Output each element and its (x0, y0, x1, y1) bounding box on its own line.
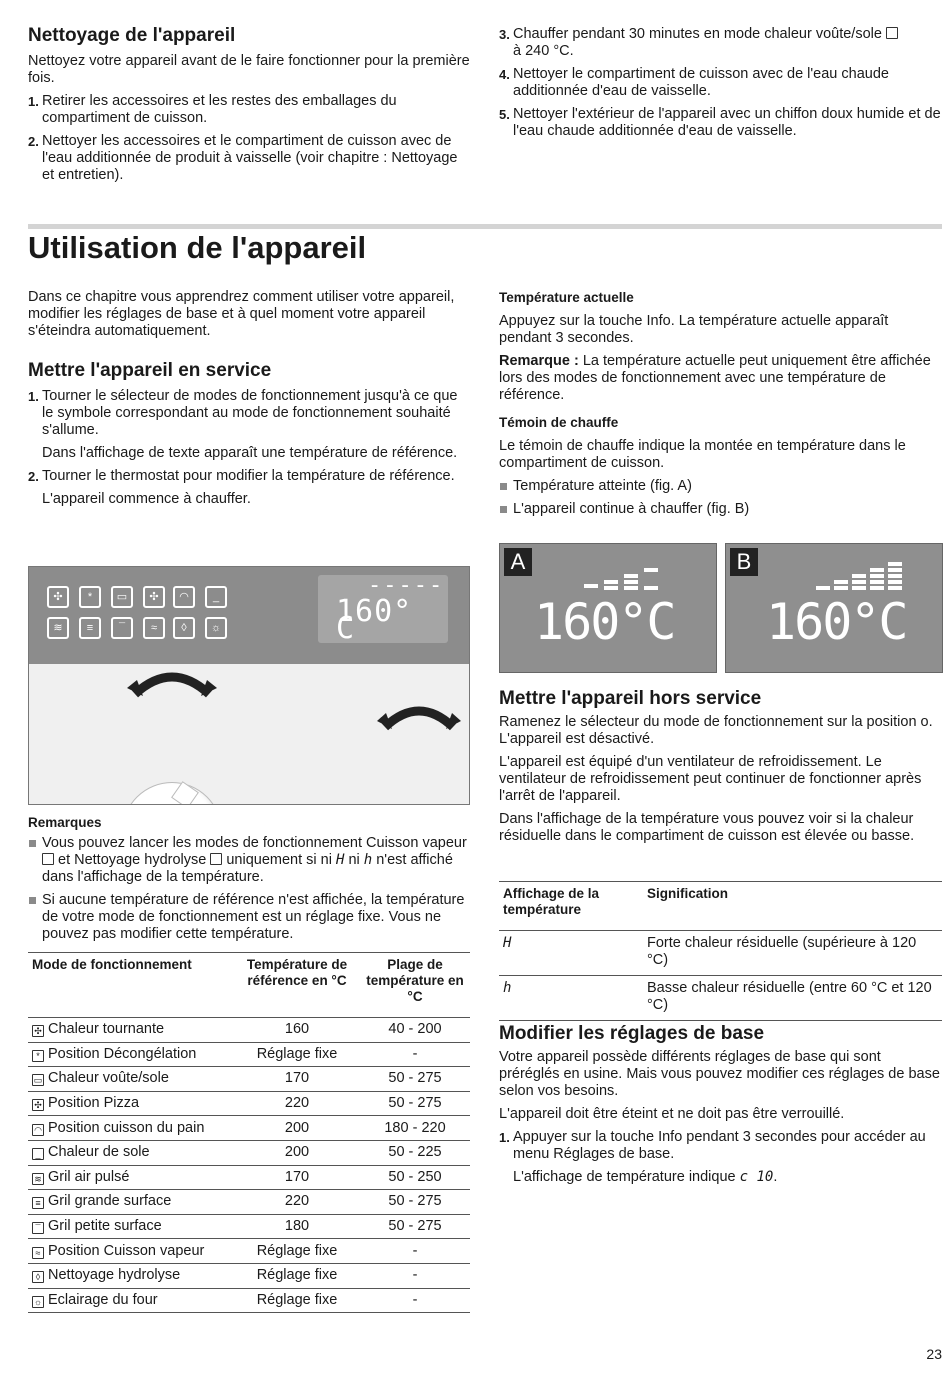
hydrolysis-icon: ◊ (32, 1271, 44, 1283)
list-item: Température atteinte (fig. A) (499, 478, 942, 495)
residual-table (499, 881, 942, 1021)
settings-steps (499, 1129, 942, 1186)
bread-icon: ◠ (173, 586, 195, 608)
steam-icon: ≈ (143, 617, 165, 639)
subtext: L'affichage de température indique (513, 1169, 736, 1185)
table-cell: 50 - 250 (360, 1165, 470, 1190)
hydrolysis-icon: ◊ (173, 617, 195, 639)
table-cell: 200 (234, 1116, 360, 1141)
table-cell: Réglage fixe (234, 1288, 360, 1313)
subtext-end: . (773, 1169, 778, 1185)
bottom-heat-icon: _ (32, 1148, 44, 1160)
figure-a (499, 543, 717, 673)
figure-label: A (504, 548, 532, 576)
step-number: 1. (28, 389, 39, 404)
rotate-arrow-icon (377, 701, 461, 731)
table-cell: Réglage fixe (234, 1263, 360, 1288)
top-bottom-heat-icon (886, 27, 898, 39)
column-header: Plage de température en °C (360, 953, 470, 1018)
modes-table (28, 952, 470, 1313)
settings-title: Modifier les réglages de base (499, 1023, 765, 1044)
pizza-icon: ✣ (32, 1099, 44, 1111)
off-section-title: Mettre l'appareil hors service (499, 688, 762, 709)
chapter-intro: Dans ce chapitre vous apprendrez comment utiliser votre appareil, modifier les réglages de base et à quel moment votre appareil s'éteindra automatiquement. (28, 289, 455, 339)
list-item (28, 468, 470, 508)
table-cell: H (499, 931, 643, 976)
off-p1: Ramenez le sélecteur du mode de fonctionnement sur la position o. L'appareil est désactivé. (499, 714, 933, 747)
grill-small-icon: ¯ (111, 617, 133, 639)
list-item (499, 66, 942, 100)
oven-light-icon: ☼ (205, 617, 227, 639)
table-cell (28, 1067, 234, 1092)
actual-temp-title: Température actuelle (499, 290, 634, 305)
table-cell: 180 - 220 (360, 1116, 470, 1141)
table-cell: h (499, 976, 643, 1021)
table-cell: Basse chaleur résiduelle (entre 60 °C et 120 °C) (643, 976, 942, 1021)
table-cell: 180 (234, 1214, 360, 1239)
pizza-icon: ✣ (143, 586, 165, 608)
mode-name: Gril petite surface (48, 1218, 162, 1235)
steam-icon (42, 853, 54, 865)
table-cell (28, 1190, 234, 1215)
bottom-heat-icon: _ (205, 586, 227, 608)
knob-marker (171, 781, 199, 805)
table-cell (28, 1116, 234, 1141)
step-text: Nettoyer les accessoires et le compartiment de cuisson avec de l'eau additionnée de produit à vaisselle (voir chapitre : Nettoyage et entretien). (42, 133, 458, 183)
heat-indicator-list (499, 478, 942, 518)
section-divider (28, 224, 942, 229)
list-item (28, 133, 470, 184)
step-number: 4. (499, 67, 510, 82)
fan-icon: ✣ (32, 1025, 44, 1037)
table-cell: Réglage fixe (234, 1042, 360, 1067)
residual-low-symbol: h (363, 852, 373, 868)
table-cell: 40 - 200 (360, 1018, 470, 1043)
table-cell (28, 1091, 234, 1116)
settings-section (499, 1023, 942, 1192)
modes-table-body (28, 1018, 470, 1313)
table-cell: 50 - 225 (360, 1140, 470, 1165)
list-item (28, 892, 470, 943)
panel-display-area (29, 567, 469, 664)
table-cell (28, 1165, 234, 1190)
actual-temperature-section (499, 289, 942, 524)
table-cell: 50 - 275 (360, 1067, 470, 1092)
table-cell: - (360, 1263, 470, 1288)
defrost-icon: * (32, 1050, 44, 1062)
table-cell (28, 1263, 234, 1288)
mode-name: Gril air pulsé (48, 1168, 130, 1185)
table-cell: 50 - 275 (360, 1214, 470, 1239)
step-number: 1. (499, 1130, 510, 1145)
table-row (28, 1288, 470, 1313)
step-number: 1. (28, 94, 39, 109)
heat-bars-graphic (584, 564, 674, 590)
oven-light-icon: ☼ (33, 1296, 43, 1307)
table-cell: Réglage fixe (234, 1239, 360, 1264)
heat-bars-graphic (816, 562, 926, 590)
table-cell (28, 1239, 234, 1264)
actual-temp-text: Appuyez sur la touche Info. La température actuelle apparaît pendant 3 secondes. (499, 313, 889, 346)
step-text: Appuyer sur la touche Info pendant 3 secondes pour accéder au menu Réglages de base. (513, 1129, 926, 1162)
remark-text: Vous pouvez lancer les modes de fonctionnement Cuisson vapeur (42, 835, 467, 851)
remark-text: Si aucune température de référence n'est affichée, la température de votre mode de fonctionnement est un réglage fixe. Vous ne pouvez pas modifier cette température. (42, 892, 465, 942)
cleaning-title: Nettoyage de l'appareil (28, 25, 236, 46)
step-text: Chauffer pendant 30 minutes en mode chaleur voûte/sole (513, 26, 882, 42)
mode-name: Gril grande surface (48, 1193, 172, 1210)
fan-grill-icon: ≋ (47, 617, 69, 639)
defrost-icon: * (79, 586, 101, 608)
residual-table-wrap (499, 881, 942, 1021)
cleaning-steps (28, 93, 470, 184)
table-row (28, 1116, 470, 1141)
table-row (28, 1190, 470, 1215)
remark-text: et Nettoyage hydrolyse (58, 852, 207, 868)
heat-indicator-dashes: ----- (368, 573, 445, 598)
note-label: Remarque : (499, 353, 579, 369)
display-code: c 10 (739, 1169, 774, 1185)
table-cell: - (360, 1239, 470, 1264)
table-row (28, 1165, 470, 1190)
mode-selector-knob[interactable] (122, 782, 222, 805)
cleaning-steps-continued (499, 26, 942, 146)
table-cell (28, 1018, 234, 1043)
grill-small-icon: ¯ (32, 1222, 44, 1234)
column-header: Signification (643, 882, 942, 931)
mode-name: Position Décongélation (48, 1045, 197, 1062)
table-cell (28, 1288, 234, 1313)
column-header: Affichage de la température (499, 882, 643, 931)
modes-table-wrap (28, 952, 470, 1313)
settings-p2: L'appareil doit être éteint et ne doit pas être verrouillé. (499, 1106, 845, 1122)
step-text: Tourner le sélecteur de modes de fonctionnement jusqu'à ce que le symbole correspondant au mode de fonctionnement souhaité s'allume. (42, 388, 458, 438)
column-header: Température de référence en °C (234, 953, 360, 1018)
table-row (28, 1140, 470, 1165)
remarks-list (28, 835, 470, 943)
table-row (28, 1042, 470, 1067)
off-section (499, 688, 942, 851)
step-text: Nettoyer le compartiment de cuisson avec de l'eau chaude additionnée d'eau de vaisselle. (513, 66, 889, 99)
list-item: L'appareil continue à chauffer (fig. B) (499, 501, 942, 518)
remark-text: uniquement si ni (226, 852, 332, 868)
panel-controls (29, 664, 469, 805)
fan-icon: ✣ (47, 586, 69, 608)
list-item (499, 106, 942, 140)
off-p2: L'appareil est équipé d'un ventilateur de refroidissement. Le ventilateur de refroidissement peut continuer de fonctionner après l'arrêt de l'appareil. (499, 754, 922, 804)
remark-text: ni (348, 852, 360, 868)
table-cell: 170 (234, 1165, 360, 1190)
step-number: 2. (28, 469, 39, 484)
table-row (28, 1067, 470, 1092)
table-cell: 220 (234, 1190, 360, 1215)
cleaning-section (28, 25, 470, 190)
on-section-title: Mettre l'appareil en service (28, 360, 272, 381)
display-temperature: 160° C (336, 594, 413, 646)
table-cell (28, 1214, 234, 1239)
table-cell: 170 (234, 1067, 360, 1092)
hydrolysis-icon (210, 853, 222, 865)
top-bottom-heat-icon: ▭ (33, 1075, 43, 1086)
top-bottom-heat-icon: ▭ (111, 586, 133, 608)
actual-temp-note (499, 353, 942, 404)
table-row (499, 976, 942, 1021)
residual-high-symbol: H (335, 852, 345, 868)
table-header (499, 882, 942, 931)
bread-icon: ◠ (32, 1124, 44, 1136)
step-subtext: L'appareil commence à chauffer. (42, 491, 251, 507)
list-item (499, 1129, 942, 1186)
remarks-title: Remarques (28, 815, 102, 830)
mode-name: Position Cuisson vapeur (48, 1242, 205, 1259)
text-display (318, 573, 448, 646)
list-item (499, 26, 942, 60)
table-cell: - (360, 1042, 470, 1067)
grill-large-icon: ≡ (79, 617, 101, 639)
step-text: Retirer les accessoires et les restes des emballages du compartiment de cuisson. (42, 93, 397, 126)
mode-name: Eclairage du four (48, 1291, 158, 1308)
grill-large-icon: ≡ (32, 1197, 44, 1209)
table-header (28, 953, 470, 1018)
mode-name: Position cuisson du pain (48, 1119, 205, 1136)
figure-b (725, 543, 943, 673)
step-text-continued: à 240 °C. (513, 43, 574, 59)
steam-icon: ≈ (32, 1247, 44, 1259)
figure-temperature: 160°C (534, 593, 675, 651)
table-row (28, 1239, 470, 1264)
table-row (28, 1091, 470, 1116)
heat-indicator-text: Le témoin de chauffe indique la montée en température dans le compartiment de cuisson. (499, 438, 906, 471)
mode-name: Chaleur de sole (48, 1144, 150, 1161)
table-cell: 50 - 275 (360, 1190, 470, 1215)
step-text: Nettoyer l'extérieur de l'appareil avec un chiffon doux humide et de l'eau chaude additionnée d'eau de vaisselle. (513, 106, 941, 139)
mode-name: Nettoyage hydrolyse (48, 1267, 181, 1284)
table-cell: 50 - 275 (360, 1091, 470, 1116)
fan-grill-icon: ≋ (32, 1173, 44, 1185)
list-item (28, 93, 470, 127)
heat-indicator-title: Témoin de chauffe (499, 415, 619, 430)
table-row (28, 1263, 470, 1288)
mode-name: Chaleur voûte/sole (48, 1070, 169, 1087)
list-item (28, 388, 470, 462)
table-cell (28, 1042, 234, 1067)
on-steps (28, 388, 470, 508)
remark-text: n'est affiché dans l'affichage de la température. (42, 852, 453, 885)
left-column (28, 289, 470, 514)
page-number: 23 (926, 1346, 942, 1362)
mode-name: Position Pizza (48, 1095, 140, 1112)
table-row (28, 1214, 470, 1239)
figure-label: B (730, 548, 758, 576)
off-p3: Dans l'affichage de la température vous pouvez voir si la chaleur résiduelle dans le compartiment de cuisson est élevée ou basse. (499, 811, 915, 844)
table-cell (28, 1140, 234, 1165)
table-row (499, 931, 942, 976)
step-text: Tourner le thermostat pour modifier la température de référence. (42, 468, 455, 484)
table-cell: - (360, 1288, 470, 1313)
cleaning-intro: Nettoyez votre appareil avant de le faire fonctionner pour la première fois. (28, 53, 470, 86)
step-number: 2. (28, 134, 39, 149)
cleaning-steps-list (499, 26, 942, 140)
figure-temperature: 160°C (766, 593, 907, 651)
remarks (28, 814, 470, 949)
step-subtext: Dans l'affichage de texte apparaît une température de référence. (42, 445, 458, 461)
mode-name: Chaleur tournante (48, 1021, 165, 1038)
step-number: 5. (499, 107, 510, 122)
table-cell: Forte chaleur résiduelle (supérieure à 120 °C) (643, 931, 942, 976)
control-panel-figure (28, 566, 470, 805)
table-row (28, 1018, 470, 1043)
table-cell: 160 (234, 1018, 360, 1043)
settings-p1: Votre appareil possède différents réglages de base qui sont préréglés en usine. Mais vous pouvez modifier ces réglages de base selon vos besoins. (499, 1049, 940, 1099)
step-number: 3. (499, 27, 510, 42)
list-item (28, 835, 470, 886)
step-subtext (513, 1169, 942, 1186)
rotate-arrow-icon (127, 666, 217, 698)
table-cell: 220 (234, 1091, 360, 1116)
column-header: Mode de fonctionnement (28, 953, 234, 1018)
table-cell: 200 (234, 1140, 360, 1165)
page-title: Utilisation de l'appareil (28, 230, 367, 265)
note-text: La température actuelle peut uniquement être affichée lors des modes de fonctionnement avec une température de référence. (499, 353, 931, 403)
